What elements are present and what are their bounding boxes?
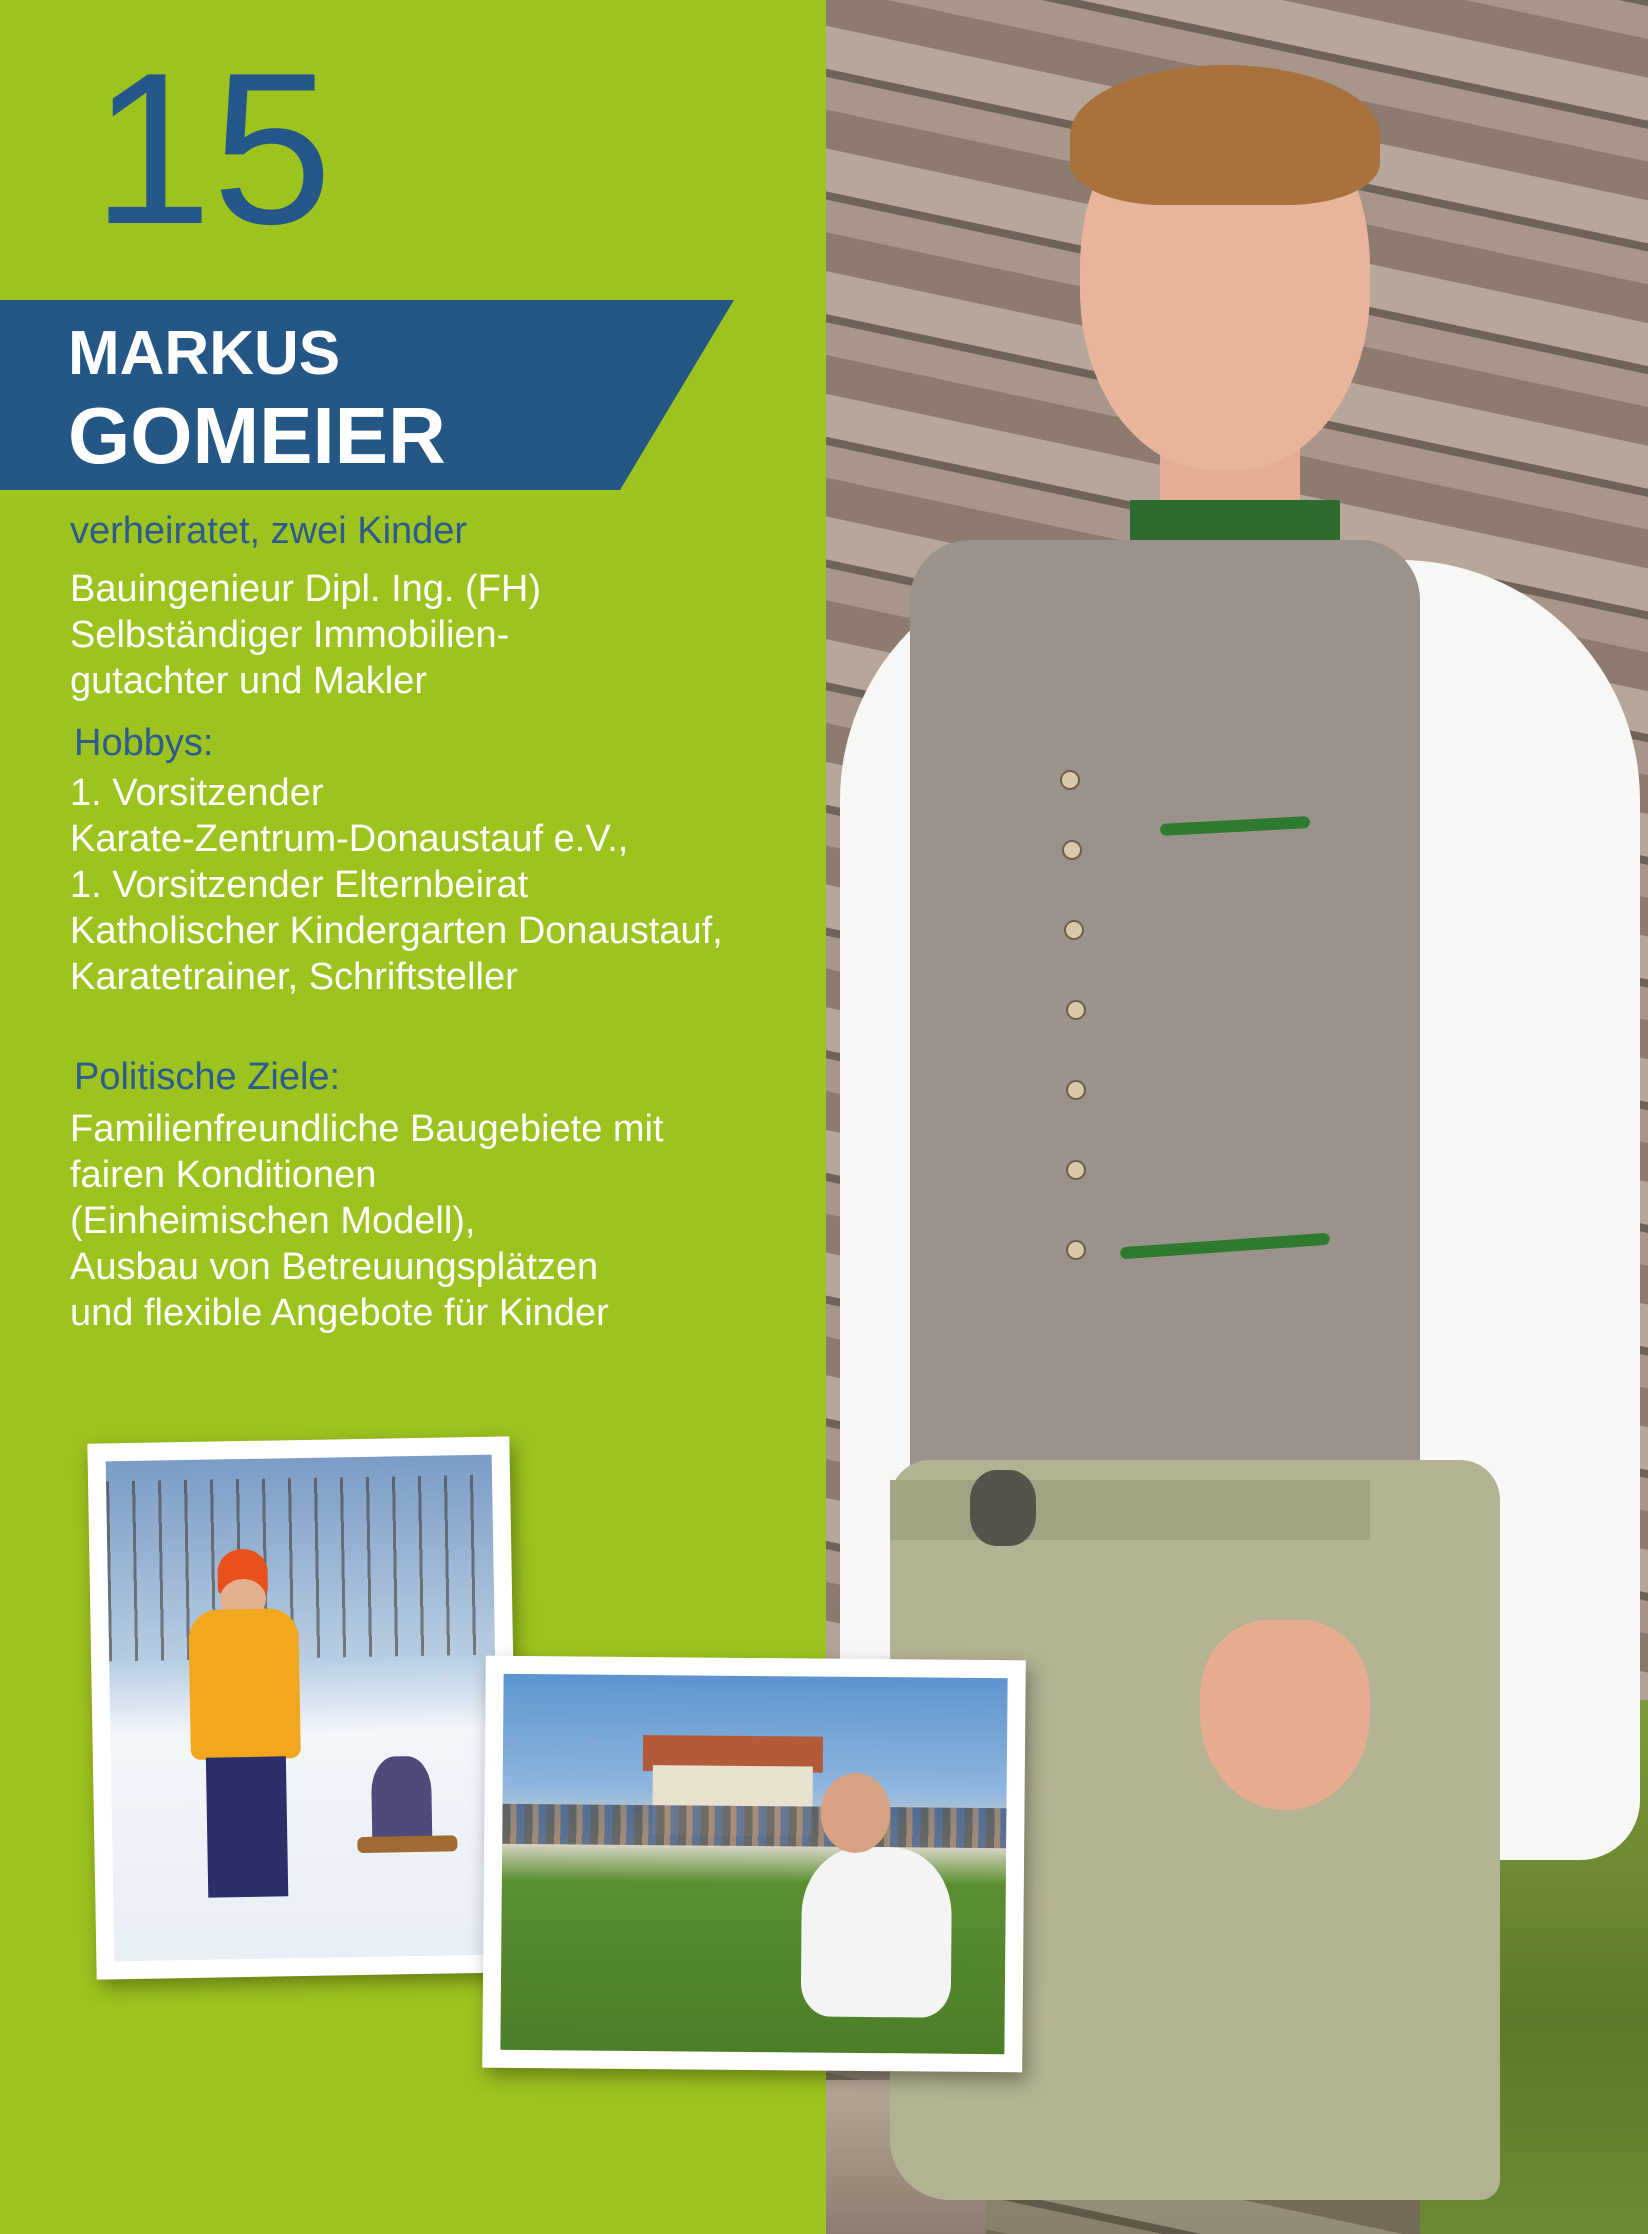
winter-photo-image <box>106 1455 501 1962</box>
child-on-sled <box>371 1756 433 1847</box>
goal-line: (Einheimischen Modell), <box>70 1200 476 1242</box>
belt-buckle <box>970 1470 1036 1546</box>
vest-button <box>1062 840 1082 860</box>
profession-line: Bauingenieur Dipl. Ing. (FH) <box>70 568 541 610</box>
vest-button <box>1066 1240 1086 1260</box>
family-status: verheiratet, zwei Kinder <box>70 510 468 552</box>
candidate-first-name: MARKUS <box>68 319 341 388</box>
profession-line: gutachter und Makler <box>70 660 427 702</box>
pants <box>206 1756 288 1897</box>
vest-button <box>1064 920 1084 940</box>
hobby-line: Katholischer Kindergarten Donaustauf, <box>70 910 723 952</box>
belt <box>890 1480 1370 1540</box>
yellow-jacket <box>188 1608 301 1760</box>
political-goals-text <box>70 1106 664 1336</box>
festival-photo-image <box>500 1674 1007 2054</box>
hobby-line: 1. Vorsitzender <box>70 772 324 814</box>
goal-line: Familienfreundliche Baugebiete mit <box>70 1108 664 1150</box>
profession-line: Selbständiger Immobilien- <box>70 614 510 656</box>
goal-line: fairen Konditionen <box>70 1154 377 1196</box>
vest-button <box>1066 1000 1086 1020</box>
hand <box>1200 1620 1370 1810</box>
hobby-line: Karatetrainer, Schriftsteller <box>70 956 518 998</box>
white-tshirt <box>801 1846 952 2017</box>
goal-line: und flexible Angebote für Kinder <box>70 1292 609 1334</box>
snowy-trees <box>106 1475 495 1662</box>
candidate-last-name: GOMEIER <box>68 391 446 480</box>
hobbies-text <box>70 770 723 1000</box>
profession <box>70 566 541 704</box>
sled <box>357 1835 457 1853</box>
festival-photo <box>482 1656 1026 2073</box>
vest-button <box>1060 770 1080 790</box>
vest-button <box>1066 1160 1086 1180</box>
candidate-number: 15 <box>92 27 333 269</box>
hobby-line: Karate-Zentrum-Donaustauf e.V., <box>70 818 629 860</box>
smiling-face <box>820 1773 891 1854</box>
hobby-line: 1. Vorsitzender Elternbeirat <box>70 864 529 906</box>
crowd <box>502 1804 1006 1848</box>
winter-photo <box>87 1436 518 1979</box>
political-goals-heading: Politische Ziele: <box>74 1056 341 1098</box>
hobbies-heading: Hobbys: <box>74 722 214 764</box>
grey-vest <box>910 540 1420 1500</box>
goal-line: Ausbau von Betreuungsplätzen <box>70 1246 599 1288</box>
candidate-hair <box>1070 65 1380 205</box>
vest-button <box>1066 1080 1086 1100</box>
